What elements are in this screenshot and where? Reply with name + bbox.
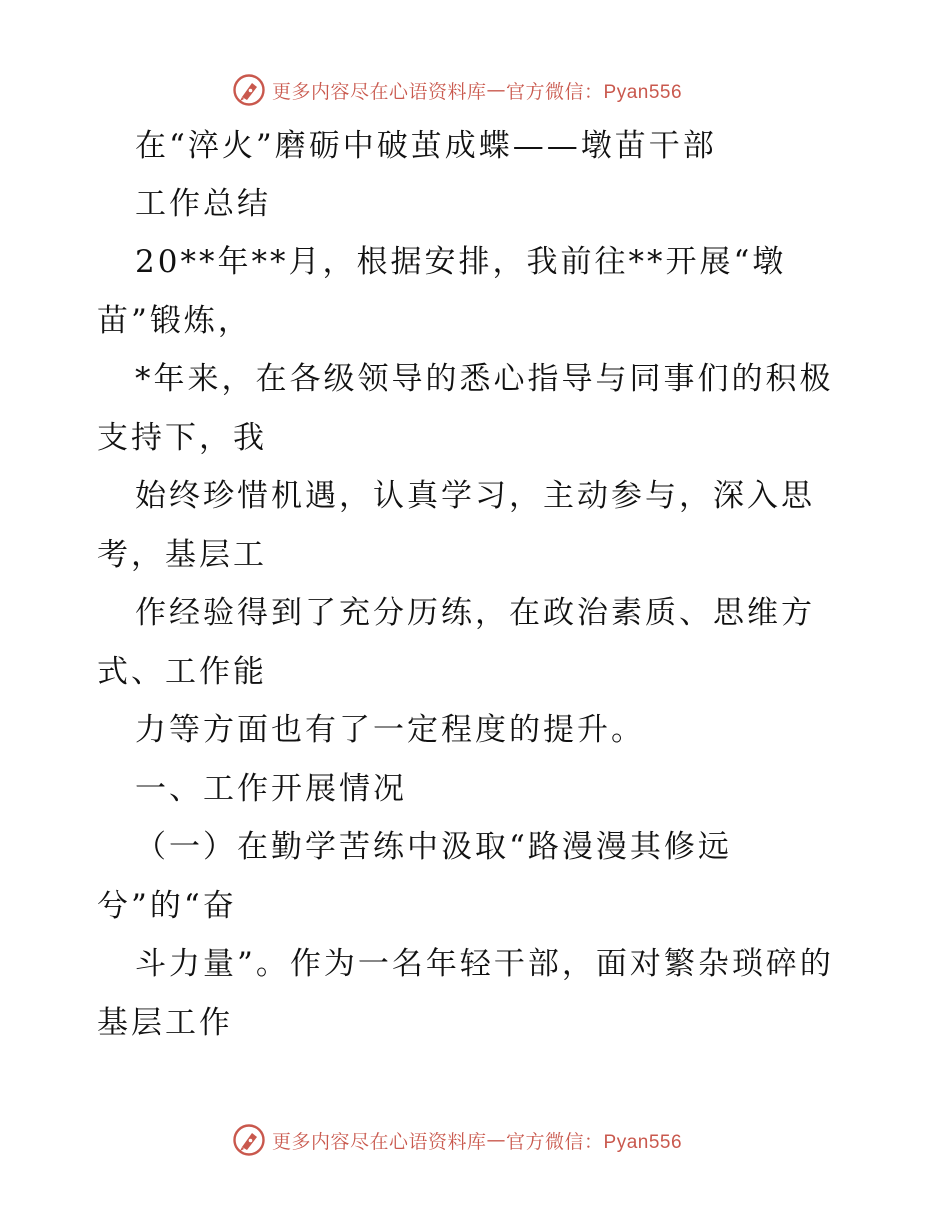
paragraph-line: 力等方面也有了一定程度的提升。 bbox=[135, 712, 645, 748]
watermark-dash: — bbox=[486, 79, 507, 101]
paragraph-line: 基层工作 bbox=[97, 1005, 233, 1041]
pen-nib-logo-icon bbox=[232, 1123, 266, 1157]
paragraph-line: 斗力量”。作为一名年轻干部，面对繁杂琐碎的 bbox=[135, 946, 834, 982]
paragraph-line: 作经验得到了充分历练，在政治素质、思维方 bbox=[135, 595, 815, 631]
paragraph-line: 20**年**月，根据安排，我前往**开展“墩 bbox=[135, 244, 787, 280]
paragraph-line: 始终珍惜机遇，认真学习，主动参与，深入思 bbox=[135, 478, 815, 514]
watermark-text: 更多内容尽在心语资料库 bbox=[272, 1130, 487, 1153]
watermark-dash: — bbox=[486, 1129, 507, 1151]
watermark-wechat: 官方微信：Pyan556 bbox=[506, 81, 683, 103]
watermark-footer bbox=[232, 1122, 682, 1158]
watermark-text: 更多内容尽在心语资料库 bbox=[272, 80, 487, 103]
title-line-2: 工作总结 bbox=[135, 186, 271, 222]
section-heading: 一、工作开展情况 bbox=[135, 771, 407, 807]
paragraph-line: 考，基层工 bbox=[97, 537, 267, 573]
watermark-wechat: 官方微信：Pyan556 bbox=[506, 1131, 683, 1153]
paragraph-line: 支持下，我 bbox=[97, 420, 267, 456]
paragraph-line: *年来，在各级领导的悉心指导与同事们的积极 bbox=[135, 361, 834, 397]
subsection-heading: （一）在勤学苦练中汲取“路漫漫其修远 bbox=[135, 829, 732, 865]
paragraph-line: 苗”锻炼， bbox=[97, 303, 252, 339]
title-line-1: 在“淬火”磨砺中破茧成蝶——墩苗干部 bbox=[135, 128, 717, 164]
pen-nib-logo-icon bbox=[232, 73, 266, 107]
paragraph-line: 式、工作能 bbox=[97, 654, 267, 690]
paragraph-line: 兮”的“奋 bbox=[97, 888, 237, 924]
watermark-header bbox=[232, 72, 682, 108]
